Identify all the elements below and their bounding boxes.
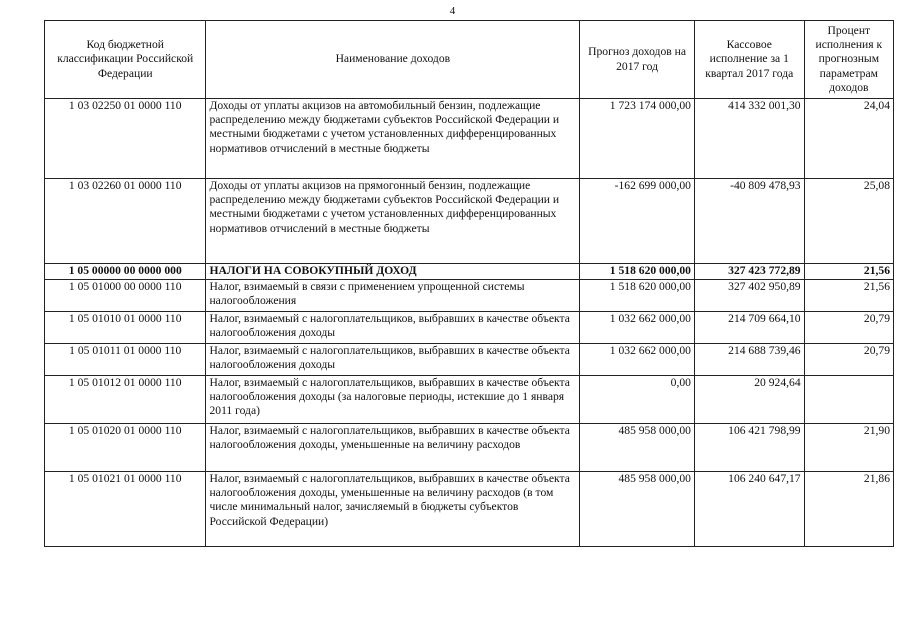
row-name: Налог, взимаемый с налогоплательщиков, выбравших в качестве объекта налогообложения доходы (за налоговые периоды, истекшие до 1 января 2011 года) xyxy=(206,376,580,424)
row-plan: 0,00 xyxy=(580,376,695,424)
row-code: 1 05 01000 00 0000 110 xyxy=(45,280,206,312)
row-fact: 327 423 772,89 xyxy=(694,264,804,280)
row-plan: 1 032 662 000,00 xyxy=(580,344,695,376)
row-name: Налог, взимаемый с налогоплательщиков, выбравших в качестве объекта налогообложения доходы xyxy=(206,312,580,344)
row-percent xyxy=(804,376,893,424)
row-name: Доходы от уплаты акцизов на автомобильный бензин, подлежащие распределению между бюджетами субъектов Российской Федерации и местными бюджетами с учетом установленных дифференцированных нормативов отчислений в местные бюджеты xyxy=(206,99,580,179)
row-percent: 21,86 xyxy=(804,472,893,547)
table-header xyxy=(45,21,894,99)
row-name: Налог, взимаемый с налогоплательщиков, выбравших в качестве объекта налогообложения доходы, уменьшенные на величину расходов (в том числе минимальный налог, зачисляемый в бюджеты субъектов Российской Федерации) xyxy=(206,472,580,547)
row-name: Налог, взимаемый в связи с применением упрощенной системы налогообложения xyxy=(206,280,580,312)
row-fact: -40 809 478,93 xyxy=(694,179,804,264)
table-row xyxy=(45,179,894,264)
table-row xyxy=(45,344,894,376)
row-percent: 24,04 xyxy=(804,99,893,179)
row-code: 1 05 01020 01 0000 110 xyxy=(45,424,206,472)
row-fact: 20 924,64 xyxy=(694,376,804,424)
row-code: 1 05 01012 01 0000 110 xyxy=(45,376,206,424)
row-plan: 1 518 620 000,00 xyxy=(580,264,695,280)
header-plan: Прогноз доходов на 2017 год xyxy=(580,21,695,99)
row-code: 1 05 01021 01 0000 110 xyxy=(45,472,206,547)
revenue-table xyxy=(44,20,894,547)
row-percent: 20,79 xyxy=(804,312,893,344)
table-row xyxy=(45,264,894,280)
row-code: 1 05 00000 00 0000 000 xyxy=(45,264,206,280)
table-row xyxy=(45,376,894,424)
row-plan: 1 723 174 000,00 xyxy=(580,99,695,179)
row-plan: 485 958 000,00 xyxy=(580,472,695,547)
row-fact: 106 240 647,17 xyxy=(694,472,804,547)
header-code: Код бюджетной классификации Российской Федерации xyxy=(45,21,206,99)
row-name: Доходы от уплаты акцизов на прямогонный бензин, подлежащие распределению между бюджетами субъектов Российской Федерации и местными бюджетами с учетом установленных дифференцированных нормативов отчислений в местные бюджеты xyxy=(206,179,580,264)
table-row xyxy=(45,424,894,472)
page-number: 4 xyxy=(449,5,456,17)
row-percent: 21,56 xyxy=(804,280,893,312)
header-fact: Кассовое исполнение за 1 квартал 2017 года xyxy=(694,21,804,99)
row-name: Налог, взимаемый с налогоплательщиков, выбравших в качестве объекта налогообложения доходы, уменьшенные на величину расходов xyxy=(206,424,580,472)
table-row xyxy=(45,99,894,179)
header-name: Наименование доходов xyxy=(206,21,580,99)
table-body xyxy=(45,99,894,547)
header-percent: Процент исполнения к прогнозным параметрам доходов xyxy=(804,21,893,99)
row-fact: 106 421 798,99 xyxy=(694,424,804,472)
table-row xyxy=(45,312,894,344)
row-code: 1 03 02250 01 0000 110 xyxy=(45,99,206,179)
row-code: 1 03 02260 01 0000 110 xyxy=(45,179,206,264)
row-fact: 327 402 950,89 xyxy=(694,280,804,312)
row-name: Налог, взимаемый с налогоплательщиков, выбравших в качестве объекта налогообложения доходы xyxy=(206,344,580,376)
row-plan: 485 958 000,00 xyxy=(580,424,695,472)
row-fact: 214 688 739,46 xyxy=(694,344,804,376)
row-percent: 20,79 xyxy=(804,344,893,376)
header-row xyxy=(45,21,894,99)
row-plan: -162 699 000,00 xyxy=(580,179,695,264)
row-plan: 1 032 662 000,00 xyxy=(580,312,695,344)
row-fact: 214 709 664,10 xyxy=(694,312,804,344)
row-plan: 1 518 620 000,00 xyxy=(580,280,695,312)
row-percent: 21,90 xyxy=(804,424,893,472)
row-percent: 21,56 xyxy=(804,264,893,280)
table-row xyxy=(45,280,894,312)
row-code: 1 05 01010 01 0000 110 xyxy=(45,312,206,344)
row-fact: 414 332 001,30 xyxy=(694,99,804,179)
row-code: 1 05 01011 01 0000 110 xyxy=(45,344,206,376)
row-percent: 25,08 xyxy=(804,179,893,264)
row-name: НАЛОГИ НА СОВОКУПНЫЙ ДОХОД xyxy=(206,264,580,280)
table-row xyxy=(45,472,894,547)
